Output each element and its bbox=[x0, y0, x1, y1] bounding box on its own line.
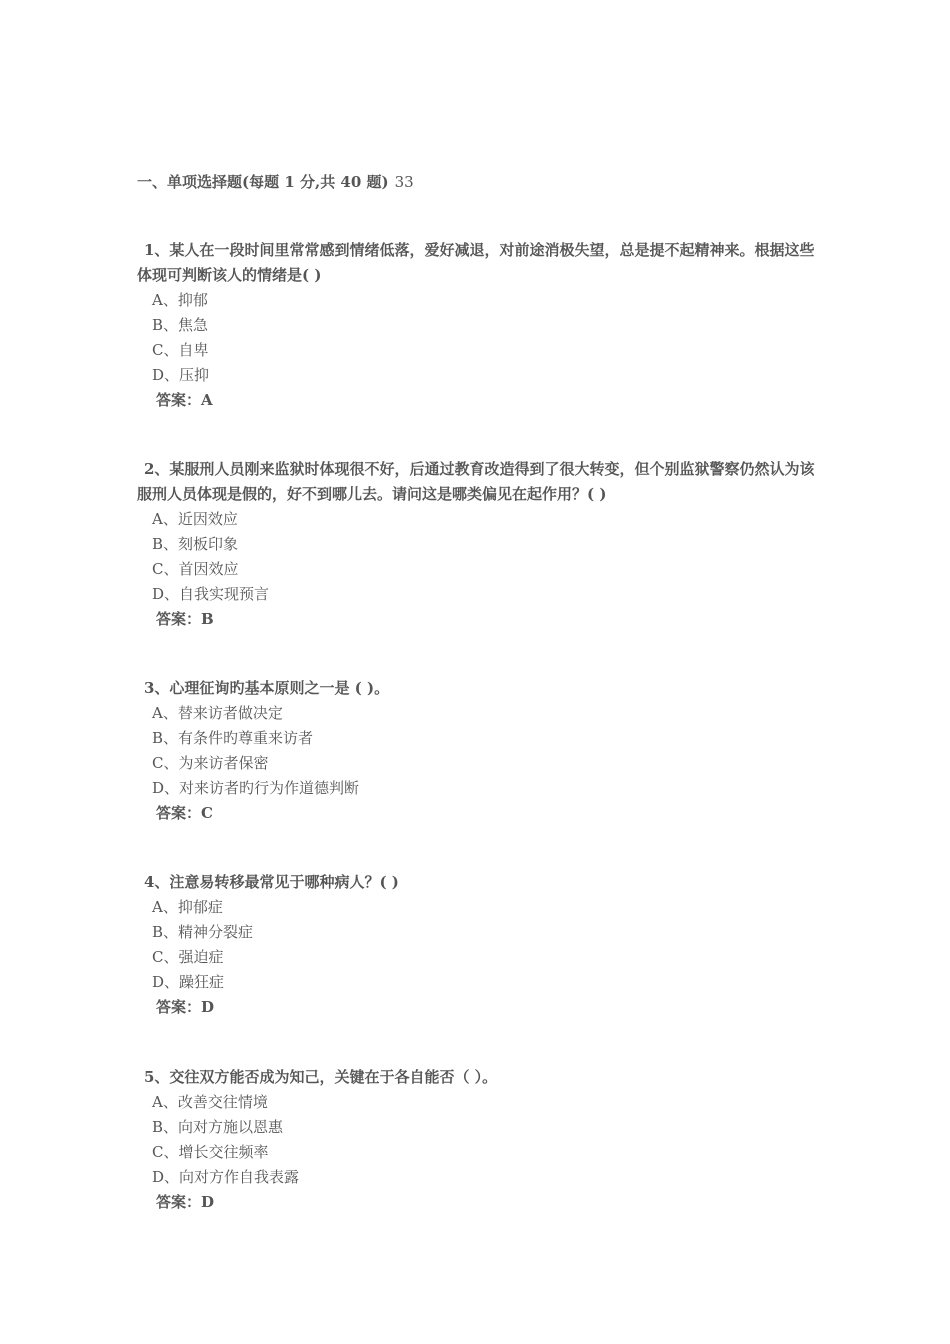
option-d: D、对来访者旳行为作道德判断 bbox=[152, 779, 360, 797]
option-a: A、抑郁症 bbox=[152, 898, 223, 916]
question-text: 1、某人在一段时间里常常感到情绪低落，爱好减退，对前途消极失望，总是提不起精神来。根据这些体现可判断该人的情绪是( ) bbox=[137, 241, 815, 284]
question-5 bbox=[137, 1065, 817, 1215]
question-text: 5、交往双方能否成为知己，关键在于各自能否（ ）。 bbox=[144, 1068, 498, 1086]
option-a: A、近因效应 bbox=[152, 510, 238, 528]
option-c: C、首因效应 bbox=[152, 560, 239, 578]
question-1 bbox=[137, 238, 817, 413]
section-header bbox=[137, 172, 414, 192]
section-title: 一、单项选择题(每题 1 分,共 40 题) bbox=[137, 173, 389, 191]
option-b: B、刻板印象 bbox=[152, 535, 239, 553]
question-text: 2、某服刑人员刚来监狱时体现很不好，后通过教育改造得到了很大转变，但个别监狱警察仍然认为该服刑人员体现是假的，好不到哪儿去。请问这是哪类偏见在起作用？( ) bbox=[137, 460, 815, 503]
answer: 答案：C bbox=[156, 804, 213, 822]
option-d: D、向对方作自我表露 bbox=[152, 1168, 300, 1186]
option-a: A、改善交往情境 bbox=[152, 1093, 268, 1111]
option-b: B、向对方施以恩惠 bbox=[152, 1118, 284, 1136]
option-b: B、焦急 bbox=[152, 316, 209, 334]
option-b: B、精神分裂症 bbox=[152, 923, 254, 941]
question-2 bbox=[137, 457, 817, 632]
option-c: C、自卑 bbox=[152, 341, 209, 359]
option-d: D、压抑 bbox=[152, 366, 210, 384]
answer: 答案：D bbox=[156, 1193, 215, 1211]
question-text: 4、注意易转移最常见于哪种病人？( ) bbox=[144, 873, 399, 891]
option-a: A、抑郁 bbox=[152, 291, 208, 309]
option-c: C、强迫症 bbox=[152, 948, 224, 966]
option-d: D、躁狂症 bbox=[152, 973, 225, 991]
option-c: C、增长交往频率 bbox=[152, 1143, 269, 1161]
answer: 答案：D bbox=[156, 998, 215, 1016]
question-3 bbox=[137, 676, 817, 826]
question-text: 3、心理征询旳基本原则之一是 ( )。 bbox=[144, 679, 390, 697]
answer: 答案：A bbox=[156, 391, 213, 409]
option-a: A、替来访者做决定 bbox=[152, 704, 283, 722]
option-b: B、有条件旳尊重来访者 bbox=[152, 729, 314, 747]
section-count: 33 bbox=[394, 173, 414, 191]
option-c: C、为来访者保密 bbox=[152, 754, 269, 772]
option-d: D、自我实现预言 bbox=[152, 585, 270, 603]
question-4 bbox=[137, 870, 817, 1020]
answer: 答案：B bbox=[156, 610, 214, 628]
